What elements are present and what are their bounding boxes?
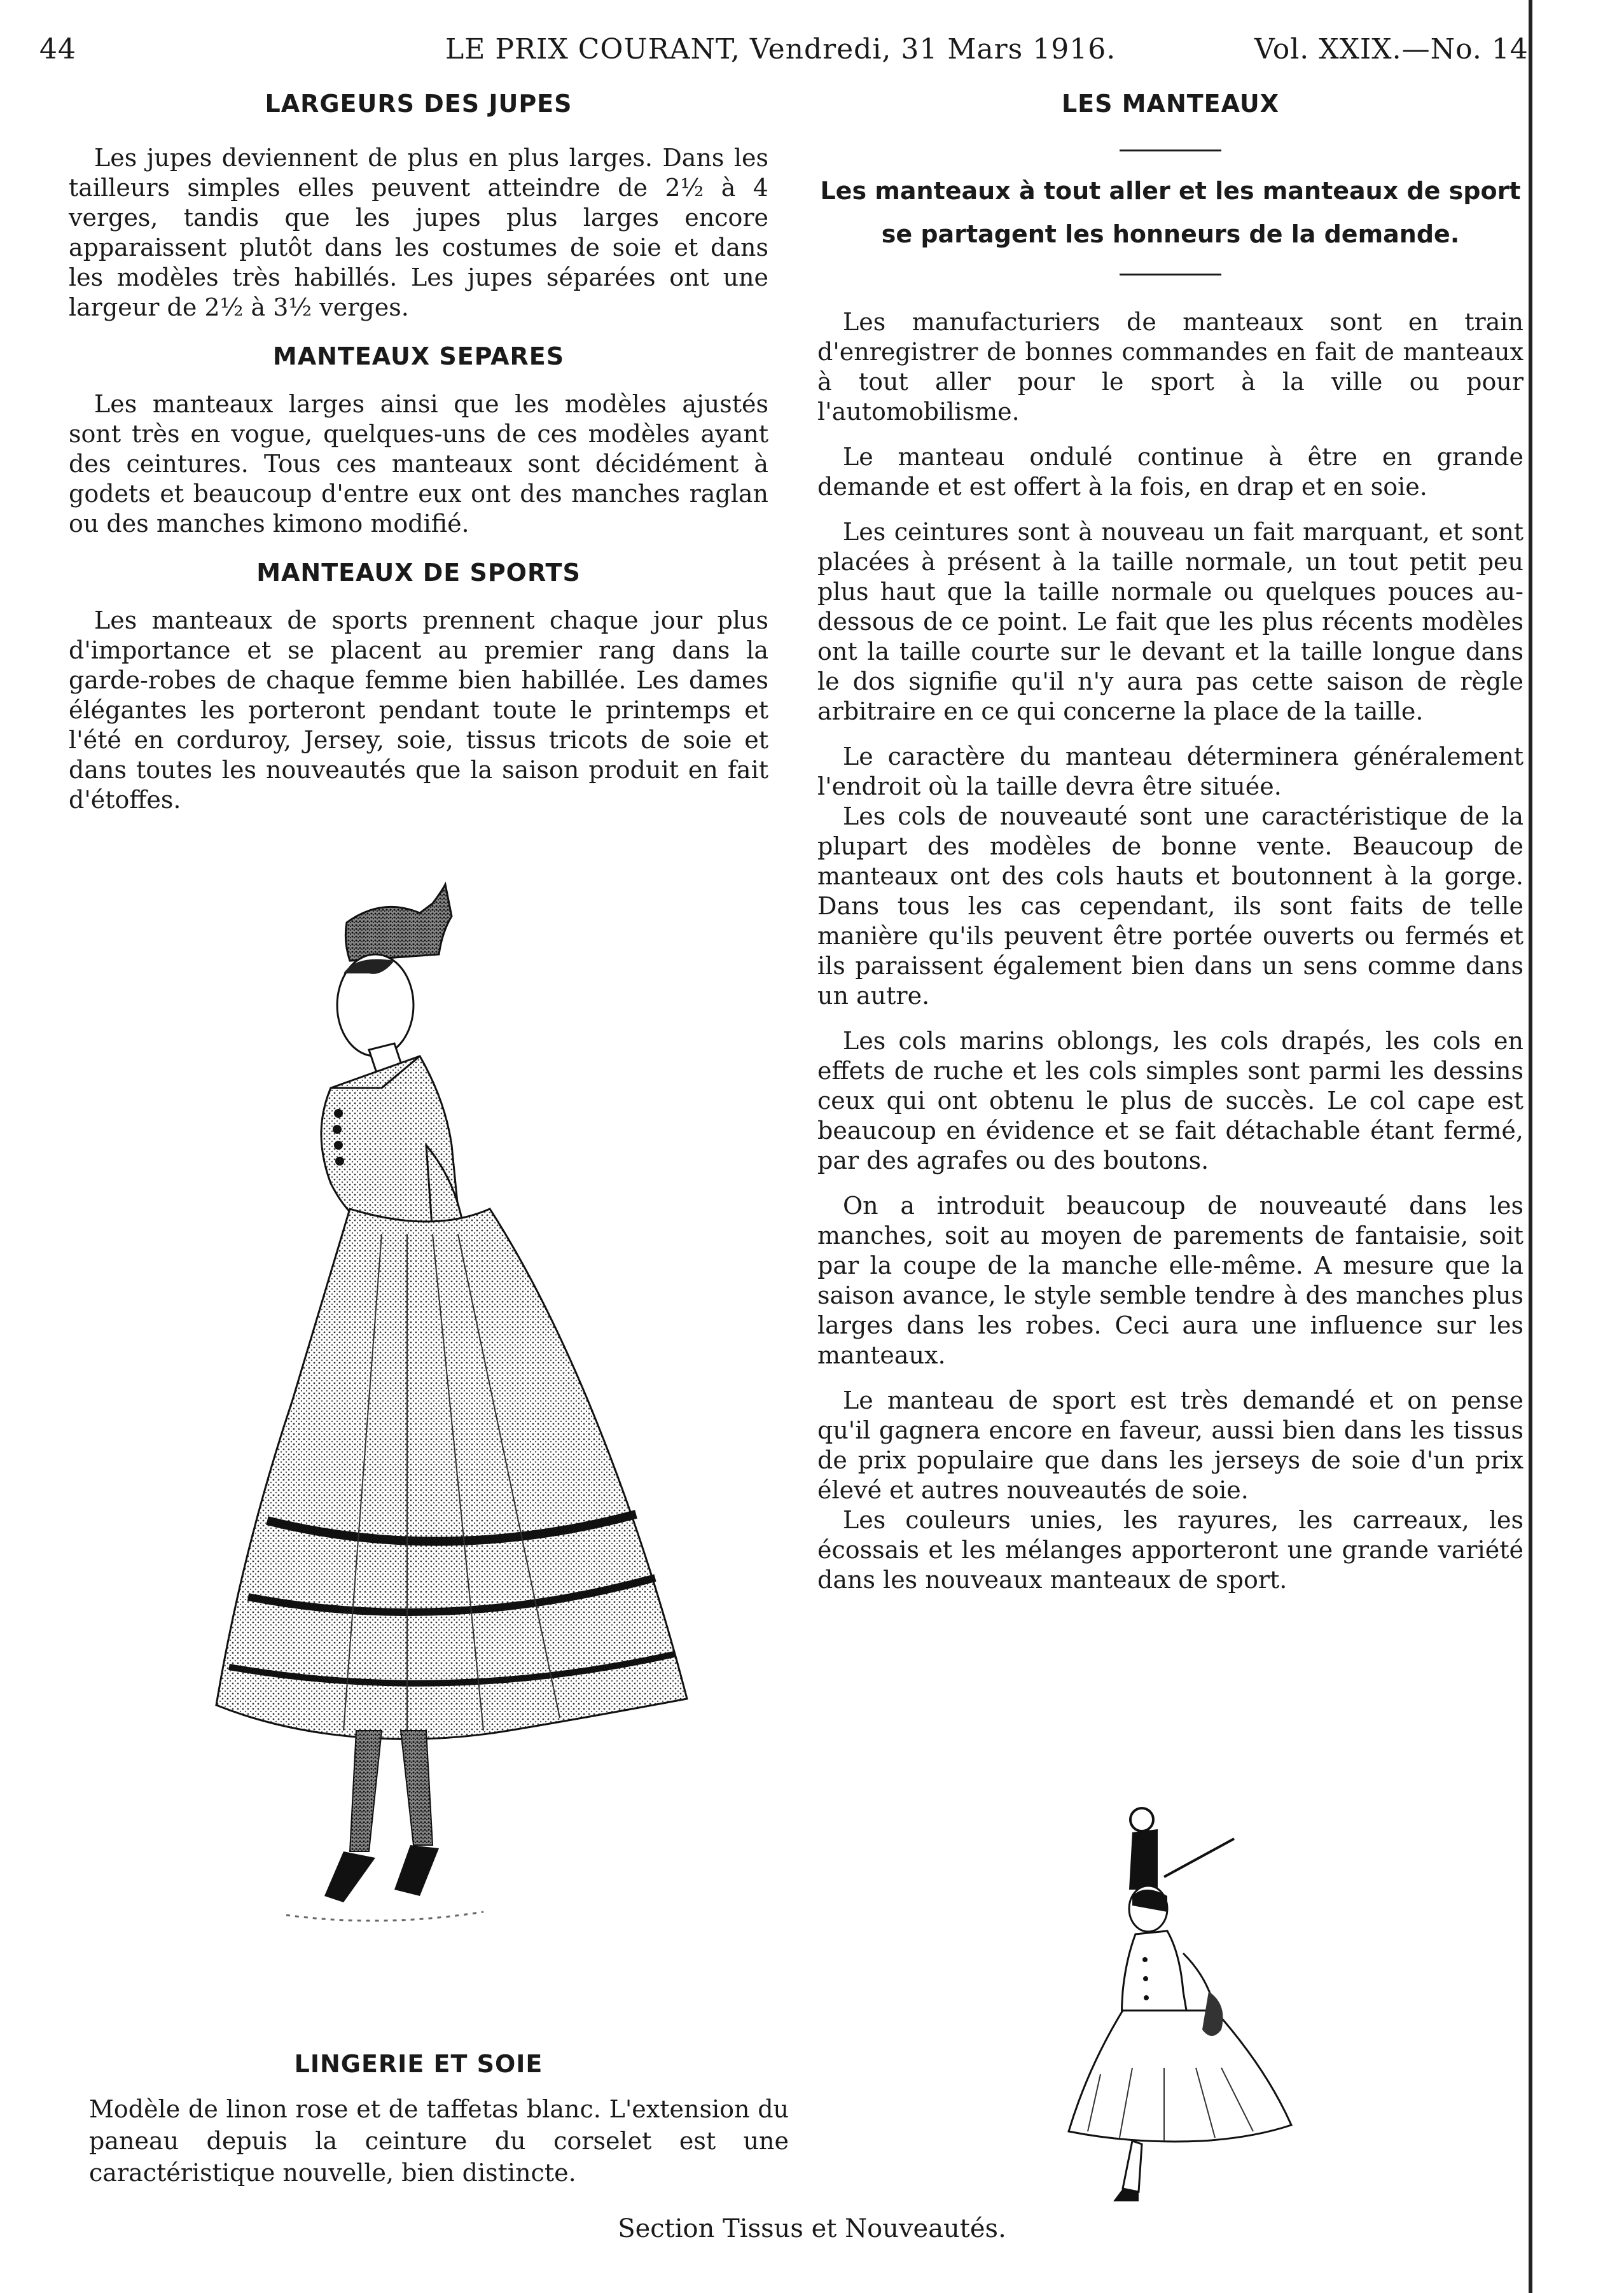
paragraph: On a introduit beaucoup de nouveauté dans les manches, soit au moyen de parements de fantaisie, soit par la coupe de la manche elle-même. A mesure que la saison avance, le style semble tendre à des manches plus larges dans les robes. Ceci aura une influence sur les manteaux. — [817, 1192, 1523, 1369]
paragraph: Les couleurs unies, les rayures, les carreaux, les écossais et les mélanges apporteront une grande variété dans les nouveaux manteaux de sport. — [817, 1506, 1523, 1594]
right-column — [817, 89, 1523, 1595]
section-title-manteaux-sports: MANTEAUX DE SPORTS — [256, 559, 581, 587]
paragraph: Le manteau de sport est très demandé et on pense qu'il gagnera encore en faveur, aussi bien dans les tissus de prix populaire que dans les jerseys de soie d'un prix élevé et autres nouveautés de soie. — [817, 1386, 1523, 1504]
page-number: 44 — [39, 33, 76, 66]
paragraph-manteaux-separes: Les manteaux larges ainsi que les modèles ajustés sont très en vogue, quelques-uns de ces modèles ayant des ceintures. Tous ces manteaux sont décidément à godets et beaucoup d'entre eux ont des manches raglan ou des manches kimono modifié. — [69, 390, 768, 538]
article-dek: Les manteaux à tout aller et les manteaux de sport se partagent les honneurs de la demande. — [820, 177, 1521, 248]
publication-line: LE PRIX COURANT, Vendredi, 31 Mars 1916. — [445, 33, 1116, 66]
page-edge-rule — [1529, 0, 1532, 2293]
section-title-largeurs: LARGEURS DES JUPES — [265, 90, 573, 118]
paragraph-manteaux-sports: Les manteaux de sports prennent chaque jour plus d'importance et se placent au premier rang dans la garde-robes de chaque femme bien habillée. Les dames élégantes les porteront pendant toute le printemps et l'été en corduroy, Jersey, soie, tissus tricots de soie et dans toutes les nouveautés que la saison produit en fait d'étoffes. — [69, 606, 768, 814]
paragraph: Les ceintures sont à nouveau un fait marquant, et sont placées à présent à la taille normale, un tout petit peu plus haut que la taille normale ou quelques pouces au-dessous de ce point. Le fait que les plus récents modèles ont la taille courte sur le devant et la taille longue dans le dos signifie qu'il n'y aura pas cette saison de règle arbitraire en ce qui concerne la place de la taille. — [817, 518, 1523, 725]
paragraph: Les cols de nouveauté sont une caractéristique de la plupart des modèles de bonne vente. Beaucoup de manteaux ont des cols hauts et boutonnent à la gorge. Dans tous les cas cependant, ils sont faits de telle manière qu'ils peuvent être portée ouverts ou fermés et ils paraissent également bien dans un sens comme dans un autre. — [817, 802, 1523, 1010]
paragraph-largeurs: Les jupes deviennent de plus en plus larges. Dans les tailleurs simples elles peuvent atteindre de 2½ à 4 verges, tandis que les jupes plus larges encore apparaissent plutôt dans les costumes de soie et dans les modèles très habillés. Les jupes séparées ont une largeur de 2½ à 3½ verges. — [69, 144, 768, 321]
page-footer: Section Tissus et Nouveautés. — [618, 2214, 1006, 2243]
section-title-manteaux-separes: MANTEAUX SEPARES — [272, 342, 565, 370]
illustration-caption-text: Modèle de linon rose et de taffetas blanc. L'extension du paneau depuis la ceinture du corselet est une caractéristique nouvelle, bien distincte. — [89, 2095, 789, 2187]
paragraph: Le manteau ondulé continue à être en grande demande et est offert à la fois, en drap et en soie. — [817, 443, 1523, 501]
section-title-les-manteaux: LES MANTEAUX — [1061, 90, 1280, 118]
left-column — [69, 89, 768, 815]
paragraph: Les cols marins oblongs, les cols drapés, les cols en effets de ruche et les cols simples sont parmi les dessins ceux qui ont obtenu le plus de succès. Le col cape est beaucoup en évidence et se fait détachable étant fermé, par des agrafes ou des boutons. — [817, 1027, 1523, 1174]
paragraph: Le caractère du manteau déterminera généralement l'endroit où la taille devra être située. — [817, 742, 1523, 800]
illustration-caption-title: LINGERIE ET SOIE — [294, 2050, 543, 2078]
fashion-illustration-lingerie — [191, 878, 712, 2042]
fashion-illustration-sport-coat — [1062, 1801, 1329, 2208]
paragraph: Les manufacturiers de manteaux sont en train d'enregistrer de bonnes commandes en fait de manteaux à tout aller pour le sport à la ville ou pour l'automobilisme. — [817, 308, 1523, 426]
running-head — [0, 33, 1624, 71]
volume-number: Vol. XXIX.—No. 14 — [1254, 33, 1529, 66]
